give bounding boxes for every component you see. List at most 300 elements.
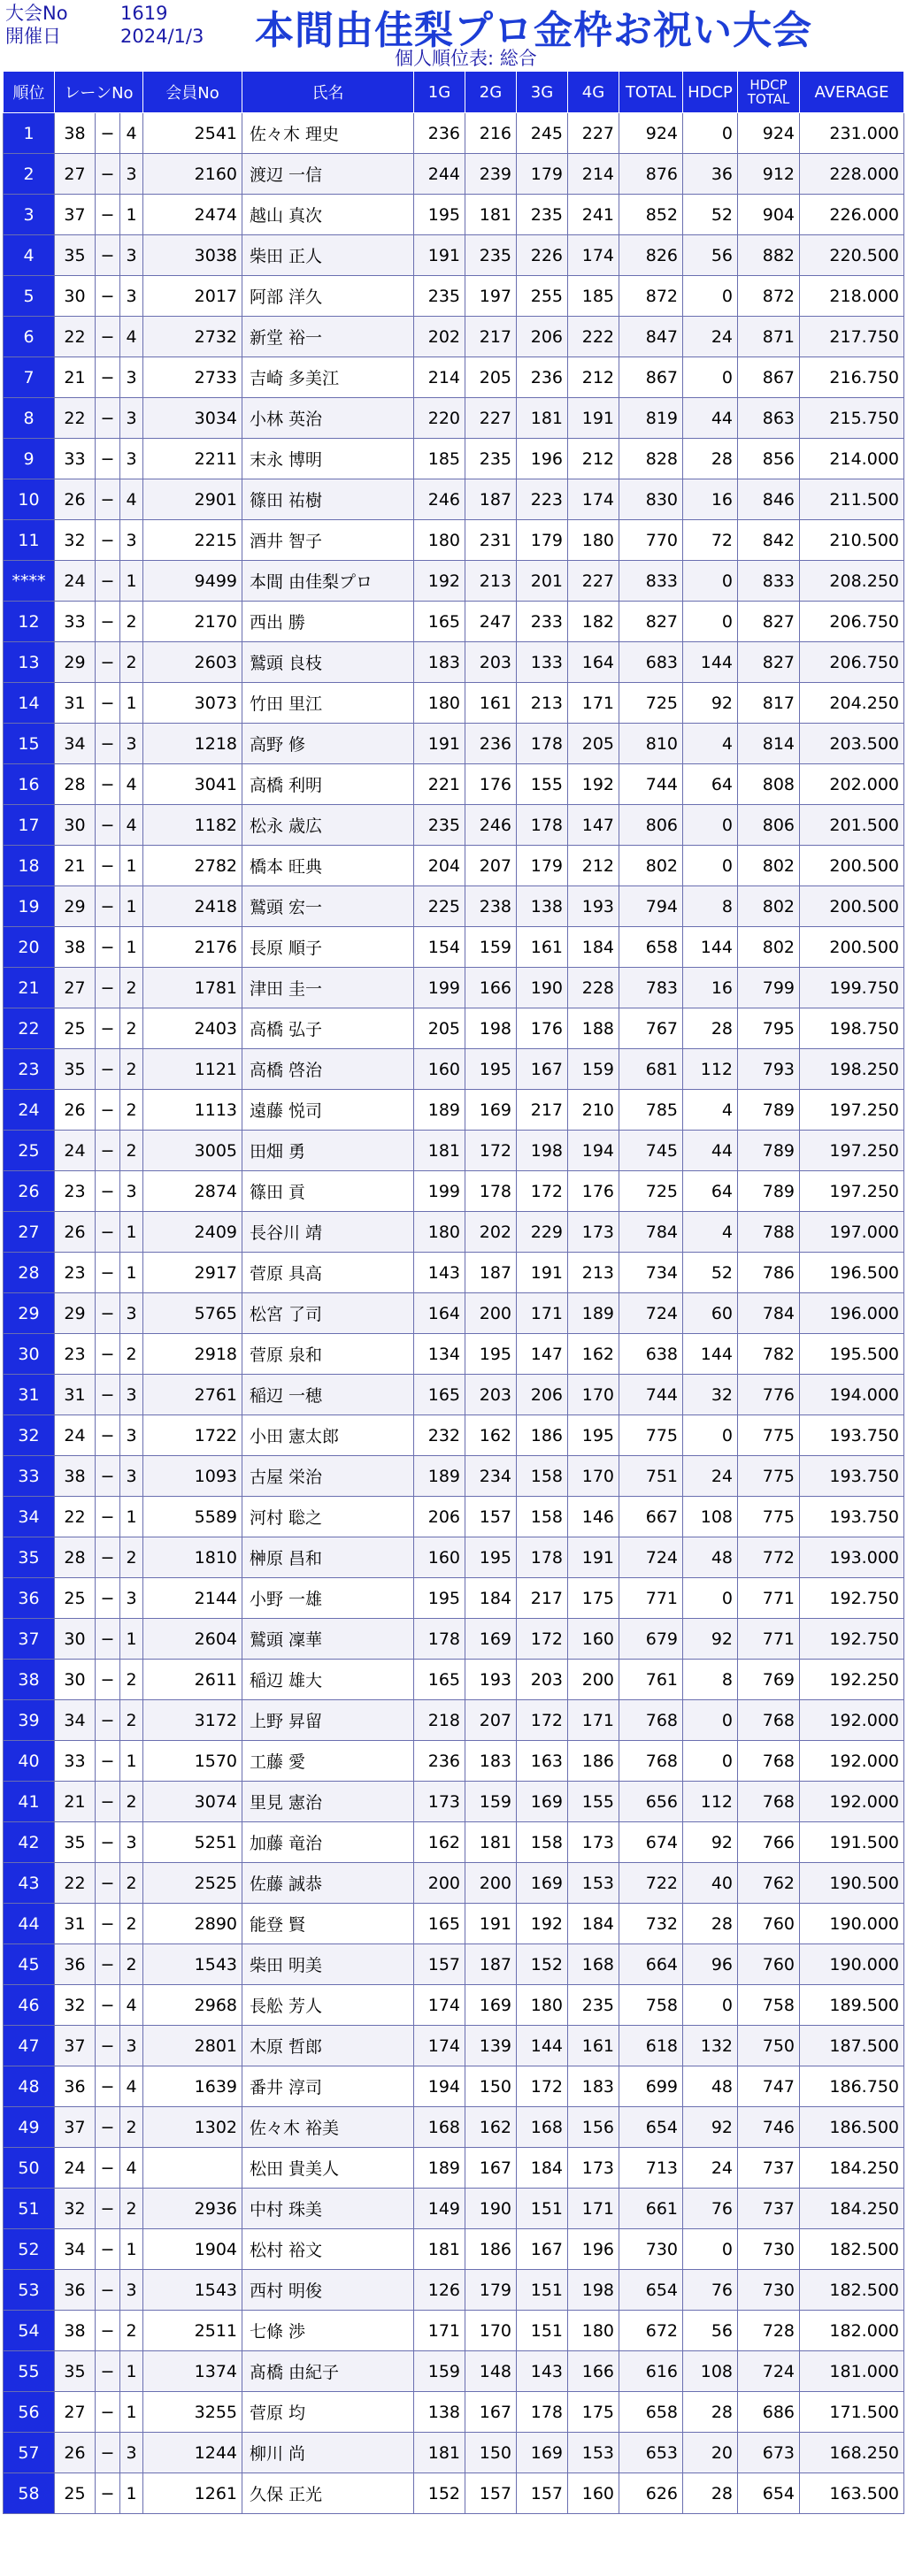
- hdcp-total-cell: 760: [738, 1944, 800, 1985]
- lane-dash: −: [96, 154, 120, 195]
- member-no-cell: 3172: [143, 1700, 242, 1741]
- lane-dash: −: [96, 520, 120, 561]
- hdcp-cell: 64: [683, 764, 738, 805]
- tournament-no-row: [5, 2, 167, 25]
- hdcp-total-cell: 789: [738, 1090, 800, 1131]
- game1-cell: 235: [414, 805, 465, 846]
- game2-cell: 176: [465, 764, 517, 805]
- lane-cell: 23: [55, 1334, 96, 1375]
- game2-cell: 161: [465, 683, 517, 724]
- seat-cell: 2: [120, 642, 143, 683]
- member-no-cell: [143, 2148, 242, 2189]
- total-cell: 618: [619, 2026, 683, 2066]
- total-cell: 770: [619, 520, 683, 561]
- name-cell: 佐藤 誠恭: [242, 1863, 414, 1904]
- total-cell: 819: [619, 398, 683, 439]
- rank-cell: 39: [4, 1700, 55, 1741]
- rank-cell: 56: [4, 2392, 55, 2433]
- game1-cell: 171: [414, 2311, 465, 2351]
- total-cell: 699: [619, 2066, 683, 2107]
- game2-cell: 193: [465, 1660, 517, 1700]
- total-cell: 775: [619, 1415, 683, 1456]
- game1-cell: 181: [414, 1131, 465, 1171]
- game2-cell: 205: [465, 357, 517, 398]
- name-cell: 番井 淳司: [242, 2066, 414, 2107]
- member-no-cell: 1543: [143, 1944, 242, 1985]
- hdcp-total-cell: 867: [738, 357, 800, 398]
- lane-dash: −: [96, 439, 120, 479]
- member-no-cell: 3038: [143, 235, 242, 276]
- table-row: [4, 357, 904, 398]
- average-cell: 200.500: [800, 886, 904, 927]
- hdcp-cell: 44: [683, 1131, 738, 1171]
- lane-dash: −: [96, 2433, 120, 2473]
- total-cell: 751: [619, 1456, 683, 1497]
- average-cell: 198.250: [800, 1049, 904, 1090]
- total-cell: 674: [619, 1822, 683, 1863]
- member-no-cell: 2874: [143, 1171, 242, 1212]
- game3-cell: 178: [517, 724, 568, 764]
- total-cell: 626: [619, 2473, 683, 2514]
- average-cell: 216.750: [800, 357, 904, 398]
- total-cell: 876: [619, 154, 683, 195]
- rank-cell: 15: [4, 724, 55, 764]
- game1-cell: 218: [414, 1700, 465, 1741]
- average-cell: 192.000: [800, 1782, 904, 1822]
- member-no-cell: 3034: [143, 398, 242, 439]
- hdcp-cell: 32: [683, 1375, 738, 1415]
- game3-cell: 191: [517, 1253, 568, 1293]
- lane-dash: −: [96, 846, 120, 886]
- hdcp-cell: 76: [683, 2270, 738, 2311]
- table-row: [4, 2351, 904, 2392]
- game3-cell: 151: [517, 2189, 568, 2229]
- game4-cell: 160: [568, 1619, 619, 1660]
- member-no-cell: 1182: [143, 805, 242, 846]
- game2-cell: 202: [465, 1212, 517, 1253]
- table-row: [4, 1578, 904, 1619]
- hdcp-total-cell: 760: [738, 1904, 800, 1944]
- game3-cell: 143: [517, 2351, 568, 2392]
- name-cell: 本間 由佳梨プロ: [242, 561, 414, 602]
- total-cell: 784: [619, 1212, 683, 1253]
- rank-cell: 5: [4, 276, 55, 317]
- game1-cell: 191: [414, 235, 465, 276]
- name-cell: 小野 一雄: [242, 1578, 414, 1619]
- table-row: [4, 1375, 904, 1415]
- hdcp-total-cell: 808: [738, 764, 800, 805]
- hdcp-total-cell: 842: [738, 520, 800, 561]
- rank-cell: 45: [4, 1944, 55, 1985]
- lane-dash: −: [96, 764, 120, 805]
- total-cell: 830: [619, 479, 683, 520]
- average-cell: 187.500: [800, 2026, 904, 2066]
- hdcp-total-cell: 799: [738, 968, 800, 1008]
- lane-cell: 35: [55, 1822, 96, 1863]
- game2-cell: 179: [465, 2270, 517, 2311]
- seat-cell: 4: [120, 113, 143, 154]
- average-cell: 206.750: [800, 602, 904, 642]
- lane-dash: −: [96, 642, 120, 683]
- member-no-cell: 3073: [143, 683, 242, 724]
- rank-cell: 47: [4, 2026, 55, 2066]
- lane-dash: −: [96, 968, 120, 1008]
- game1-cell: 244: [414, 154, 465, 195]
- date-row: [5, 25, 204, 48]
- game4-cell: 173: [568, 2148, 619, 2189]
- average-cell: 182.500: [800, 2270, 904, 2311]
- hdcp-total-cell: 776: [738, 1375, 800, 1415]
- report-header: [0, 0, 907, 69]
- seat-cell: 1: [120, 2351, 143, 2392]
- lane-cell: 25: [55, 1008, 96, 1049]
- hdcp-total-cell: 802: [738, 886, 800, 927]
- member-no-cell: 2782: [143, 846, 242, 886]
- col-game4: 4G: [568, 72, 619, 113]
- average-cell: 228.000: [800, 154, 904, 195]
- game1-cell: 162: [414, 1822, 465, 1863]
- game4-cell: 205: [568, 724, 619, 764]
- rank-cell: 34: [4, 1497, 55, 1537]
- game4-cell: 191: [568, 1537, 619, 1578]
- total-cell: 661: [619, 2189, 683, 2229]
- rank-cell: 8: [4, 398, 55, 439]
- game3-cell: 217: [517, 1578, 568, 1619]
- seat-cell: 2: [120, 1008, 143, 1049]
- table-row: [4, 968, 904, 1008]
- game2-cell: 157: [465, 1497, 517, 1537]
- rank-cell: 17: [4, 805, 55, 846]
- member-no-cell: 2901: [143, 479, 242, 520]
- total-cell: 794: [619, 886, 683, 927]
- name-cell: 工藤 愛: [242, 1741, 414, 1782]
- lane-cell: 34: [55, 1700, 96, 1741]
- lane-dash: −: [96, 1456, 120, 1497]
- average-cell: 192.750: [800, 1578, 904, 1619]
- game4-cell: 182: [568, 602, 619, 642]
- hdcp-total-cell: 856: [738, 439, 800, 479]
- hdcp-total-cell: 782: [738, 1334, 800, 1375]
- game4-cell: 184: [568, 927, 619, 968]
- table-row: [4, 683, 904, 724]
- average-cell: 186.750: [800, 2066, 904, 2107]
- table-row: [4, 520, 904, 561]
- rank-cell: 32: [4, 1415, 55, 1456]
- game3-cell: 229: [517, 1212, 568, 1253]
- lane-dash: −: [96, 1985, 120, 2026]
- game3-cell: 206: [517, 317, 568, 357]
- name-cell: 佐々木 理史: [242, 113, 414, 154]
- table-row: [4, 479, 904, 520]
- seat-cell: 3: [120, 1578, 143, 1619]
- col-game1: 1G: [414, 72, 465, 113]
- table-row: [4, 805, 904, 846]
- total-cell: 744: [619, 1375, 683, 1415]
- hdcp-total-cell: 795: [738, 1008, 800, 1049]
- rank-cell: 48: [4, 2066, 55, 2107]
- game4-cell: 147: [568, 805, 619, 846]
- hdcp-cell: 44: [683, 398, 738, 439]
- lane-dash: −: [96, 1090, 120, 1131]
- lane-dash: −: [96, 683, 120, 724]
- hdcp-cell: 144: [683, 1334, 738, 1375]
- hdcp-cell: 56: [683, 235, 738, 276]
- table-row: [4, 113, 904, 154]
- lane-dash: −: [96, 2229, 120, 2270]
- game3-cell: 235: [517, 195, 568, 235]
- lane-dash: −: [96, 1212, 120, 1253]
- game4-cell: 200: [568, 1660, 619, 1700]
- average-cell: 231.000: [800, 113, 904, 154]
- game1-cell: 173: [414, 1782, 465, 1822]
- game4-cell: 194: [568, 1131, 619, 1171]
- game1-cell: 199: [414, 1171, 465, 1212]
- total-cell: 767: [619, 1008, 683, 1049]
- lane-dash: −: [96, 113, 120, 154]
- game1-cell: 236: [414, 113, 465, 154]
- hdcp-cell: 0: [683, 1578, 738, 1619]
- seat-cell: 1: [120, 1741, 143, 1782]
- name-cell: 上野 昇留: [242, 1700, 414, 1741]
- lane-cell: 29: [55, 1293, 96, 1334]
- rank-cell: 9: [4, 439, 55, 479]
- average-cell: 218.000: [800, 276, 904, 317]
- table-row: [4, 927, 904, 968]
- member-no-cell: 9499: [143, 561, 242, 602]
- total-cell: 616: [619, 2351, 683, 2392]
- lane-dash: −: [96, 1660, 120, 1700]
- hdcp-total-cell: 789: [738, 1171, 800, 1212]
- total-cell: 810: [619, 724, 683, 764]
- game1-cell: 178: [414, 1619, 465, 1660]
- average-cell: 196.000: [800, 1293, 904, 1334]
- lane-dash: −: [96, 2270, 120, 2311]
- seat-cell: 1: [120, 1212, 143, 1253]
- game3-cell: 171: [517, 1293, 568, 1334]
- game2-cell: 231: [465, 520, 517, 561]
- game3-cell: 217: [517, 1090, 568, 1131]
- table-row: [4, 2229, 904, 2270]
- lane-dash: −: [96, 2107, 120, 2148]
- game4-cell: 228: [568, 968, 619, 1008]
- name-cell: 高橋 利明: [242, 764, 414, 805]
- member-no-cell: 3074: [143, 1782, 242, 1822]
- game4-cell: 189: [568, 1293, 619, 1334]
- game3-cell: 179: [517, 846, 568, 886]
- game2-cell: 203: [465, 1375, 517, 1415]
- hdcp-cell: 28: [683, 1904, 738, 1944]
- rank-cell: 29: [4, 1293, 55, 1334]
- lane-cell: 38: [55, 1456, 96, 1497]
- seat-cell: 1: [120, 1497, 143, 1537]
- seat-cell: 4: [120, 2066, 143, 2107]
- game4-cell: 173: [568, 1212, 619, 1253]
- name-cell: 田畑 勇: [242, 1131, 414, 1171]
- rank-cell: 24: [4, 1090, 55, 1131]
- average-cell: 163.500: [800, 2473, 904, 2514]
- game1-cell: 192: [414, 561, 465, 602]
- seat-cell: 3: [120, 520, 143, 561]
- total-cell: 761: [619, 1660, 683, 1700]
- average-cell: 190.000: [800, 1944, 904, 1985]
- game1-cell: 195: [414, 195, 465, 235]
- member-no-cell: 1722: [143, 1415, 242, 1456]
- game2-cell: 235: [465, 235, 517, 276]
- game1-cell: 221: [414, 764, 465, 805]
- name-cell: 能登 賢: [242, 1904, 414, 1944]
- lane-dash: −: [96, 1904, 120, 1944]
- hdcp-total-cell: 762: [738, 1863, 800, 1904]
- rank-cell: 55: [4, 2351, 55, 2392]
- lane-cell: 32: [55, 1985, 96, 2026]
- average-cell: 211.500: [800, 479, 904, 520]
- lane-dash: −: [96, 317, 120, 357]
- rank-cell: 13: [4, 642, 55, 683]
- rank-cell: 26: [4, 1171, 55, 1212]
- member-no-cell: 5589: [143, 1497, 242, 1537]
- rank-cell: 33: [4, 1456, 55, 1497]
- name-cell: 松永 歳広: [242, 805, 414, 846]
- game3-cell: 233: [517, 602, 568, 642]
- hdcp-total-cell: 775: [738, 1415, 800, 1456]
- lane-dash: −: [96, 479, 120, 520]
- hdcp-total-cell: 827: [738, 642, 800, 683]
- rank-cell: 10: [4, 479, 55, 520]
- game1-cell: 199: [414, 968, 465, 1008]
- table-row: [4, 154, 904, 195]
- lane-cell: 33: [55, 602, 96, 642]
- rank-cell: 40: [4, 1741, 55, 1782]
- hdcp-total-cell: 912: [738, 154, 800, 195]
- game3-cell: 186: [517, 1415, 568, 1456]
- total-cell: 867: [619, 357, 683, 398]
- table-row: [4, 1049, 904, 1090]
- game3-cell: 198: [517, 1131, 568, 1171]
- table-row: [4, 195, 904, 235]
- hdcp-total-cell: 769: [738, 1660, 800, 1700]
- lane-dash: −: [96, 398, 120, 439]
- lane-cell: 30: [55, 1660, 96, 1700]
- table-row: [4, 2107, 904, 2148]
- table-row: [4, 2392, 904, 2433]
- hdcp-total-cell: 817: [738, 683, 800, 724]
- game3-cell: 167: [517, 2229, 568, 2270]
- game3-cell: 172: [517, 2066, 568, 2107]
- game2-cell: 181: [465, 195, 517, 235]
- game2-cell: 195: [465, 1334, 517, 1375]
- total-cell: 725: [619, 683, 683, 724]
- average-cell: 184.250: [800, 2148, 904, 2189]
- game2-cell: 187: [465, 479, 517, 520]
- name-cell: 渡辺 一信: [242, 154, 414, 195]
- lane-cell: 32: [55, 520, 96, 561]
- table-row: [4, 235, 904, 276]
- member-no-cell: 2604: [143, 1619, 242, 1660]
- lane-cell: 21: [55, 846, 96, 886]
- seat-cell: 2: [120, 602, 143, 642]
- rank-cell: 37: [4, 1619, 55, 1660]
- hdcp-cell: 16: [683, 479, 738, 520]
- table-row: [4, 642, 904, 683]
- game3-cell: 158: [517, 1822, 568, 1863]
- total-cell: 653: [619, 2433, 683, 2473]
- game2-cell: 200: [465, 1293, 517, 1334]
- seat-cell: 3: [120, 1375, 143, 1415]
- game2-cell: 184: [465, 1578, 517, 1619]
- game3-cell: 151: [517, 2270, 568, 2311]
- game1-cell: 206: [414, 1497, 465, 1537]
- lane-dash: −: [96, 195, 120, 235]
- average-cell: 193.750: [800, 1415, 904, 1456]
- lane-cell: 27: [55, 2392, 96, 2433]
- lane-dash: −: [96, 1171, 120, 1212]
- average-cell: 189.500: [800, 1985, 904, 2026]
- seat-cell: 3: [120, 1293, 143, 1334]
- hdcp-total-cell: 768: [738, 1741, 800, 1782]
- seat-cell: 4: [120, 2148, 143, 2189]
- hdcp-cell: 0: [683, 2229, 738, 2270]
- seat-cell: 3: [120, 1171, 143, 1212]
- game3-cell: 155: [517, 764, 568, 805]
- game3-cell: 192: [517, 1904, 568, 1944]
- rank-cell: 49: [4, 2107, 55, 2148]
- game2-cell: 234: [465, 1456, 517, 1497]
- game4-cell: 153: [568, 2433, 619, 2473]
- game4-cell: 180: [568, 520, 619, 561]
- hdcp-cell: 36: [683, 154, 738, 195]
- seat-cell: 4: [120, 1985, 143, 2026]
- seat-cell: 2: [120, 1131, 143, 1171]
- total-cell: 638: [619, 1334, 683, 1375]
- lane-dash: −: [96, 1822, 120, 1863]
- game1-cell: 134: [414, 1334, 465, 1375]
- game3-cell: 169: [517, 1863, 568, 1904]
- name-cell: 髙橋 由紀子: [242, 2351, 414, 2392]
- game4-cell: 212: [568, 846, 619, 886]
- game4-cell: 175: [568, 2392, 619, 2433]
- hdcp-cell: 0: [683, 1415, 738, 1456]
- lane-dash: −: [96, 1375, 120, 1415]
- lane-dash: −: [96, 1537, 120, 1578]
- game2-cell: 150: [465, 2066, 517, 2107]
- game4-cell: 171: [568, 683, 619, 724]
- member-no-cell: 2144: [143, 1578, 242, 1619]
- lane-dash: −: [96, 2148, 120, 2189]
- lane-dash: −: [96, 1253, 120, 1293]
- hdcp-total-cell: 788: [738, 1212, 800, 1253]
- member-no-cell: 3255: [143, 2392, 242, 2433]
- lane-cell: 38: [55, 927, 96, 968]
- game1-cell: 235: [414, 276, 465, 317]
- average-cell: 204.250: [800, 683, 904, 724]
- lane-cell: 29: [55, 642, 96, 683]
- game1-cell: 183: [414, 642, 465, 683]
- total-cell: 658: [619, 2392, 683, 2433]
- hdcp-cell: 96: [683, 1944, 738, 1985]
- table-row: [4, 602, 904, 642]
- lane-dash: −: [96, 1782, 120, 1822]
- game3-cell: 245: [517, 113, 568, 154]
- hdcp-total-cell: 789: [738, 1131, 800, 1171]
- game3-cell: 138: [517, 886, 568, 927]
- total-cell: 802: [619, 846, 683, 886]
- lane-cell: 26: [55, 1212, 96, 1253]
- average-cell: 192.000: [800, 1741, 904, 1782]
- seat-cell: 3: [120, 357, 143, 398]
- game2-cell: 186: [465, 2229, 517, 2270]
- total-cell: 783: [619, 968, 683, 1008]
- seat-cell: 1: [120, 561, 143, 602]
